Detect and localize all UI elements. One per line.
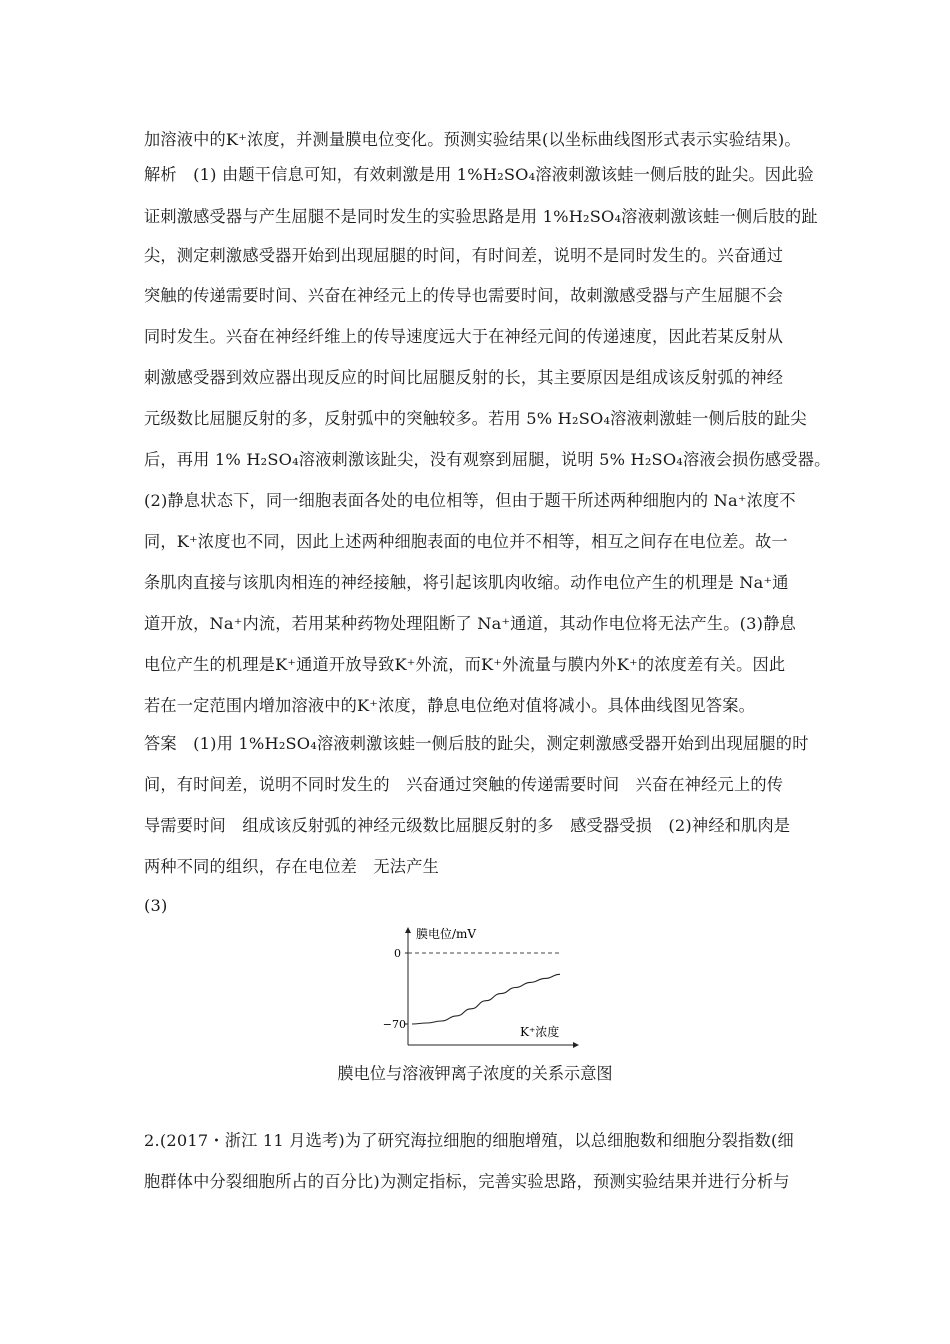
text-line: 加溶液中的K⁺浓度，并测量膜电位变化。预测实验结果(以坐标曲线图形式表示实验结果)。 — [144, 130, 801, 149]
text-line: 突触的传递需要时间、兴奋在神经元上的传导也需要时间，故刺激感受器与产生屈腿不会 — [144, 286, 784, 305]
text-line: 答案 (1)用 1%H₂SO₄溶液刺激该蛙一侧后肢的趾尖，测定刺激感受器开始到出现屈腿的时 — [144, 734, 809, 753]
text-line: 胞群体中分裂细胞所占的百分比)为测定指标，完善实验思路，预测实验结果并进行分析与 — [144, 1172, 790, 1191]
text-line: 道开放，Na⁺内流，若用某种药物处理阻断了 Na⁺通道，其动作电位将无法产生。(3)静息 — [144, 614, 796, 633]
y-axis-label: 膜电位/mV — [416, 927, 477, 941]
text-line: 2.(2017・浙江 11 月选考)为了研究海拉细胞的细胞增殖，以总细胞数和细胞分裂指数(细 — [144, 1131, 794, 1150]
text-line: 若在一定范围内增加溶液中的K⁺浓度，静息电位绝对值将减小。具体曲线图见答案。 — [144, 696, 755, 715]
text-line: 同，K⁺浓度也不同，因此上述两种细胞表面的电位并不相等，相互之间存在电位差。故一 — [144, 532, 788, 551]
y-tick-label-zero: 0 — [394, 947, 401, 960]
figure-caption: 膜电位与溶液钾离子浓度的关系示意图 — [337, 1064, 613, 1083]
text-line: 后，再用 1% H₂SO₄溶液刺激该趾尖，没有观察到屈腿，说明 5% H₂SO₄溶液会损伤感受器。 — [144, 450, 831, 469]
text-line: 间，有时间差，说明不同时发生的 兴奋通过突触的传递需要时间 兴奋在神经元上的传 — [144, 775, 784, 794]
text-line: 刺激感受器到效应器出现反应的时间比屈腿反射的长，其主要原因是组成该反射弧的神经 — [144, 368, 784, 387]
text-line: 导需要时间 组成该反射弧的神经元级数比屈腿反射的多 感受器受损 (2)神经和肌肉是 — [144, 816, 791, 835]
text-line: 证刺激感受器与产生屈腿不是同时发生的实验思路是用 1%H₂SO₄溶液刺激该蛙一侧后肢的趾 — [144, 207, 818, 226]
series-line — [412, 974, 560, 1024]
text-line: 元级数比屈腿反射的多，反射弧中的突触较多。若用 5% H₂SO₄溶液刺激蛙一侧后肢的趾尖 — [144, 409, 807, 428]
text-line: 同时发生。兴奋在神经纤维上的传导速度远大于在神经元间的传递速度，因此若某反射从 — [144, 327, 784, 346]
text-line: 两种不同的组织，存在电位差 无法产生 — [144, 857, 439, 876]
text-line: (2)静息状态下，同一细胞表面各处的电位相等，但由于题干所述两种细胞内的 Na⁺浓度不 — [144, 491, 796, 510]
y-tick-label-neg70: −70 — [382, 1018, 406, 1031]
text-line: 解析 (1) 由题干信息可知，有效刺激是用 1%H₂SO₄溶液刺激该蛙一侧后肢的趾尖。因此验 — [144, 165, 814, 184]
x-axis-label: K⁺浓度 — [520, 1025, 560, 1039]
text-line: 电位产生的机理是K⁺通道开放导致K⁺外流，而K⁺外流量与膜内外K⁺的浓度差有关。因此 — [144, 655, 786, 674]
text-line: (3) — [144, 896, 168, 915]
text-line: 条肌肉直接与该肌肉相连的神经接触，将引起该肌肉收缩。动作电位产生的机理是 Na⁺通 — [144, 573, 789, 592]
membrane-potential-chart — [360, 922, 590, 1052]
text-line: 尖，测定刺激感受器开始到出现屈腿的时间，有时间差，说明不是同时发生的。兴奋通过 — [144, 246, 784, 265]
